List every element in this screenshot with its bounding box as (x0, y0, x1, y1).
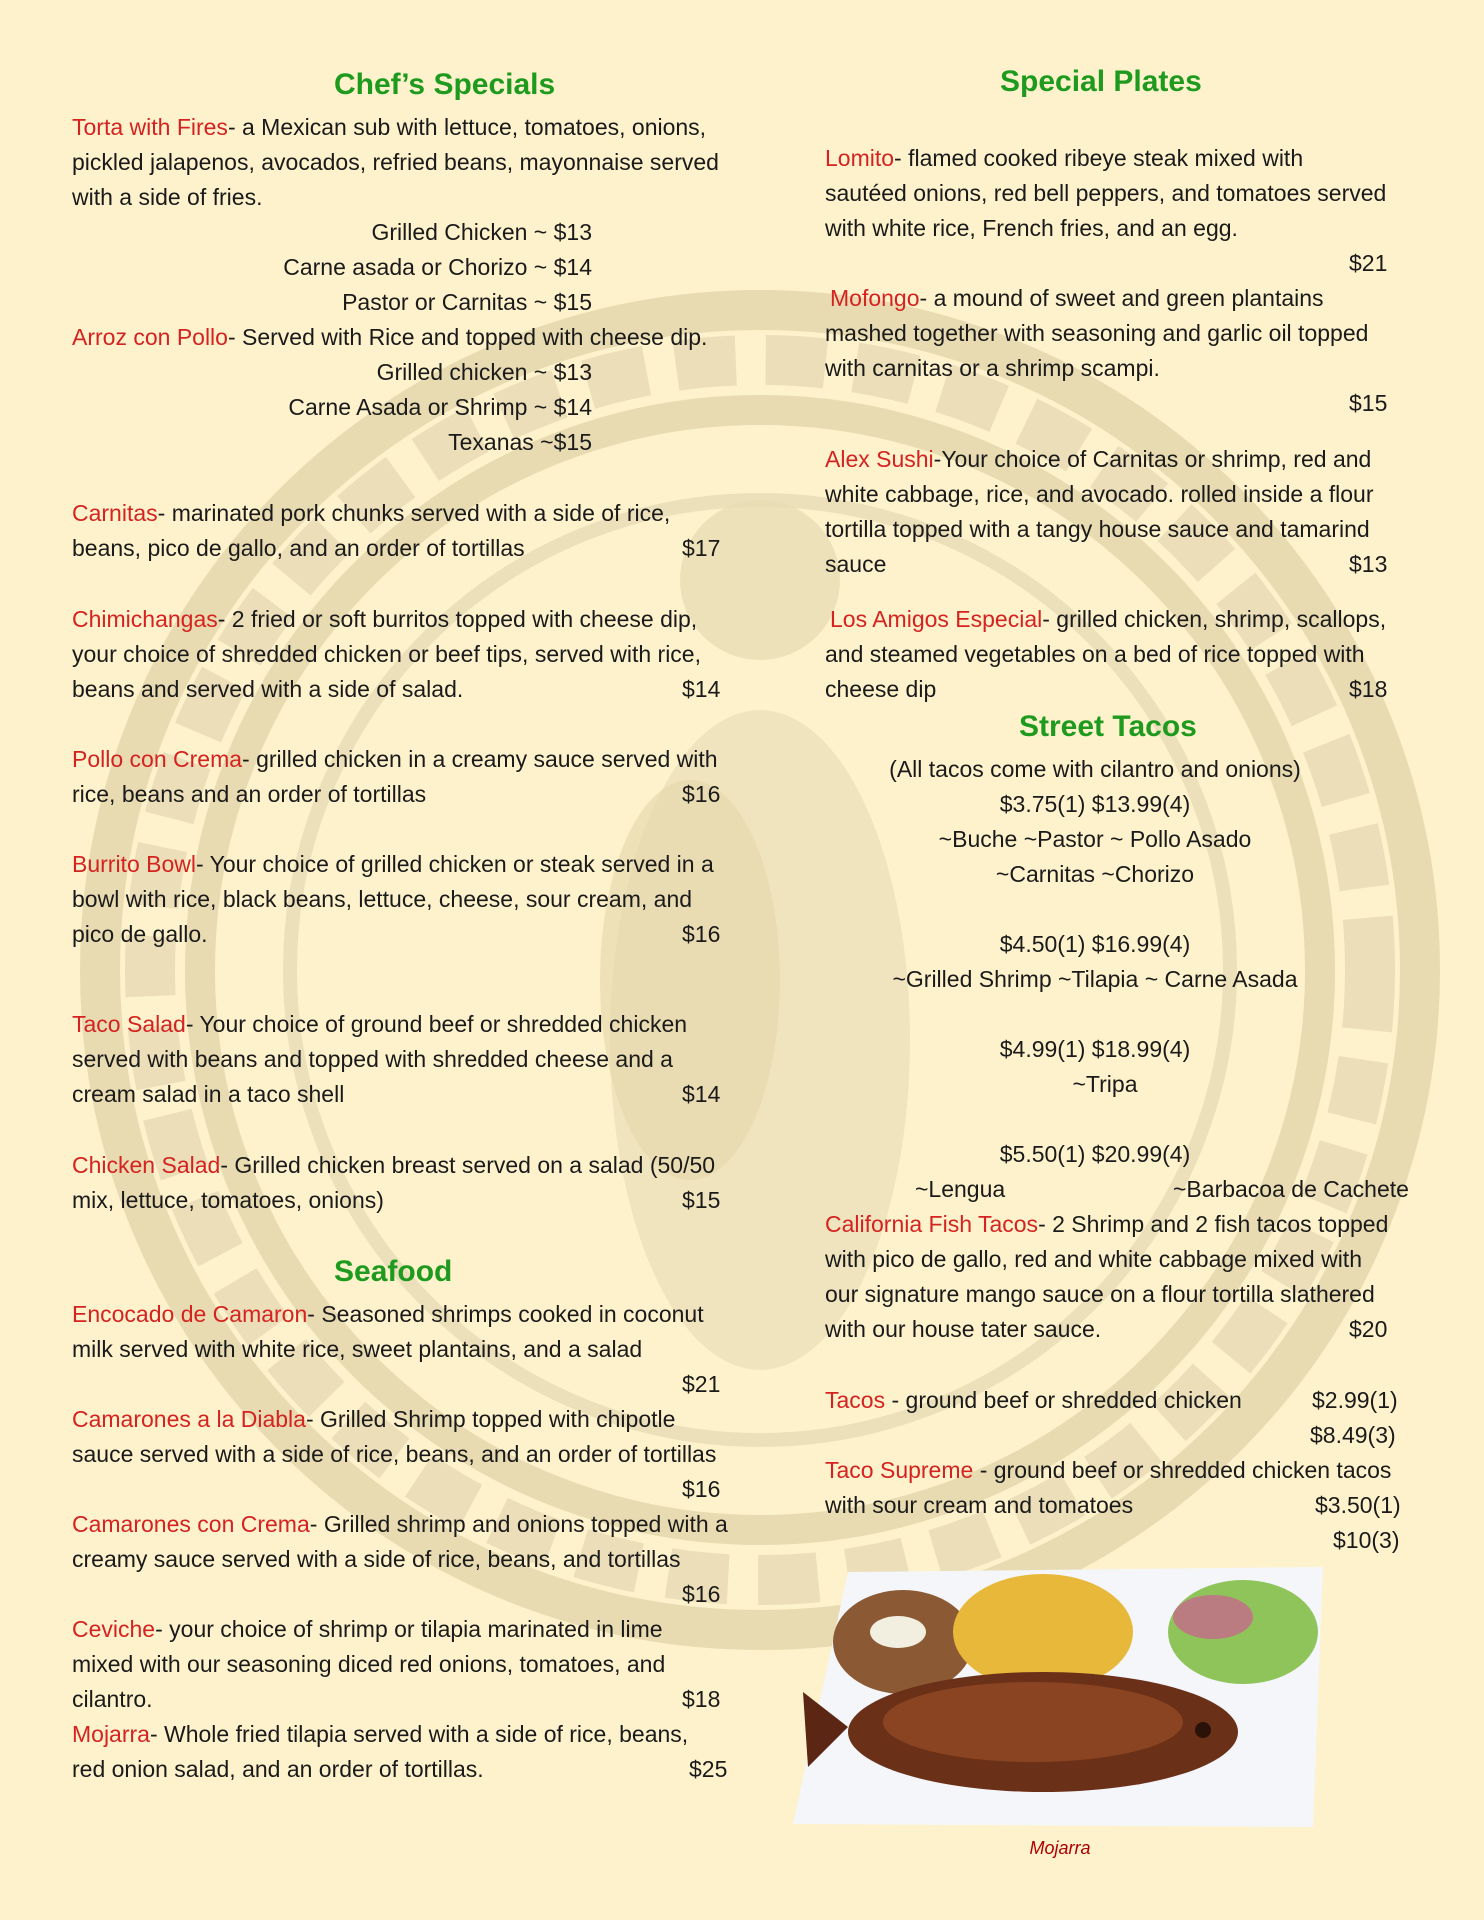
tacos-item (825, 1383, 1242, 1418)
item-desc: cream salad in a taco shell (72, 1081, 345, 1107)
price-tier: $4.99(1) $18.99(4) (999, 1036, 1191, 1062)
chefs-specials-heading: Chef’s Specials (334, 68, 556, 101)
item-name: Arroz con Pollo (72, 324, 228, 350)
item-desc: - ground beef or shredded chicken tacos (973, 1457, 1392, 1483)
item-name: Los Amigos Especial (830, 606, 1043, 632)
carnitas-item (72, 496, 670, 531)
price-option: Grilled chicken ~ $13 (376, 359, 592, 385)
item-desc: - Your choice of ground beef or shredded chicken (185, 1011, 688, 1037)
item-name: Burrito Bowl (72, 851, 196, 877)
item-desc: red onion salad, and an order of tortillas. (72, 1756, 484, 1782)
item-name: California Fish Tacos (825, 1211, 1039, 1237)
taco-option: ~Lengua (915, 1176, 1006, 1202)
diabla-item (72, 1402, 675, 1437)
item-price: $21 (1349, 250, 1388, 276)
item-price: $15 (1349, 390, 1388, 416)
item-price: $16 (682, 1476, 721, 1502)
item-desc: - 2 fried or soft burritos topped with cheese dip, (217, 606, 698, 632)
price-option: Grilled Chicken ~ $13 (371, 219, 592, 245)
item-price: $10(3) (1333, 1527, 1400, 1553)
item-name: Ceviche (72, 1616, 156, 1642)
item-desc: - a mound of sweet and green plantains (919, 285, 1324, 311)
item-desc: - Whole fried tilapia served with a side of rice, beans, (149, 1721, 689, 1747)
taco-options: ~Carnitas ~Chorizo (995, 861, 1195, 887)
item-desc: served with beans and topped with shredded cheese and a (72, 1046, 673, 1072)
item-price: $14 (682, 1081, 721, 1107)
chicken-salad-item (72, 1148, 715, 1183)
item-desc: - marinated pork chunks served with a side of rice, (157, 500, 671, 526)
price-option: Texanas ~$15 (448, 429, 592, 455)
item-name: Mofongo (830, 285, 920, 311)
item-desc: rice, beans and an order of tortillas (72, 781, 427, 807)
item-desc: beans and served with a side of salad. (72, 676, 464, 702)
item-name: Mojarra (72, 1721, 150, 1747)
item-desc: with a side of fries. (72, 184, 263, 210)
item-desc: - ground beef or shredded chicken (885, 1387, 1242, 1413)
item-price: $16 (682, 1581, 721, 1607)
item-name: Taco Supreme (825, 1457, 974, 1483)
item-desc: with pico de gallo, red and white cabbage mixed with (825, 1246, 1362, 1272)
seafood-heading: Seafood (334, 1255, 453, 1288)
item-desc: with white rice, French fries, and an egg. (825, 215, 1238, 241)
item-desc: mix, lettuce, tomatoes, onions) (72, 1187, 384, 1213)
item-desc: - 2 Shrimp and 2 fish tacos topped (1038, 1211, 1389, 1237)
item-desc: beans, pico de gallo, and an order of tortillas (72, 535, 525, 561)
item-name: Chicken Salad (72, 1152, 221, 1178)
item-desc: pico de gallo. (72, 921, 208, 947)
item-desc: and steamed vegetables on a bed of rice topped with (825, 641, 1365, 667)
lomito-item (825, 141, 1303, 176)
pollo-item (72, 742, 718, 777)
taco-options: ~Grilled Shrimp ~Tilapia ~ Carne Asada (892, 966, 1298, 992)
price-option: Pastor or Carnitas ~ $15 (342, 289, 592, 315)
item-desc: cilantro. (72, 1686, 153, 1712)
item-desc: - a Mexican sub with lettuce, tomatoes, onions, (227, 114, 707, 140)
item-name: Encocado de Camaron (72, 1301, 308, 1327)
price-option: Carne asada or Chorizo ~ $14 (283, 254, 592, 280)
item-desc: cheese dip (825, 676, 937, 702)
price-tier: $3.75(1) $13.99(4) (999, 791, 1191, 817)
item-desc: milk served with white rice, sweet plantains, and a salad (72, 1336, 643, 1362)
item-desc: mixed with our seasoning diced red onions, tomatoes, and (72, 1651, 666, 1677)
mojarra-dish-photo (793, 1562, 1328, 1830)
price-option: Carne Asada or Shrimp ~ $14 (288, 394, 592, 420)
taco-option: ~Barbacoa de Cachete (1173, 1176, 1409, 1202)
item-desc: sauce served with a side of rice, beans, and an order of tortillas (72, 1441, 717, 1467)
price-tier: $4.50(1) $16.99(4) (999, 931, 1191, 957)
item-desc: creamy sauce served with a side of rice, beans, and tortillas (72, 1546, 681, 1572)
item-desc: with our house tater sauce. (825, 1316, 1102, 1342)
item-desc: sautéed onions, red bell peppers, and tomatoes served (825, 180, 1387, 206)
item-price: $13 (1349, 551, 1388, 577)
item-desc: - Seasoned shrimps cooked in coconut (307, 1301, 704, 1327)
taco-options: ~Tripa (1072, 1071, 1138, 1097)
item-desc: - Grilled Shrimp topped with chipotle (305, 1406, 676, 1432)
taco-salad-item (72, 1007, 687, 1042)
mojarra-item (72, 1717, 688, 1752)
item-price: $14 (682, 676, 721, 702)
item-desc: with sour cream and tomatoes (825, 1492, 1134, 1518)
item-desc: sauce (825, 551, 887, 577)
item-desc: pickled jalapenos, avocados, refried beans, mayonnaise served (72, 149, 719, 175)
item-desc: bowl with rice, black beans, lettuce, cheese, sour cream, and (72, 886, 693, 912)
street-tacos-heading: Street Tacos (1019, 710, 1197, 743)
item-price: $16 (682, 781, 721, 807)
special-plates-heading: Special Plates (1000, 65, 1202, 98)
item-desc: white cabbage, rice, and avocado. rolled inside a flour (825, 481, 1374, 507)
item-desc: your choice of shredded chicken or beef tips, served with rice, (72, 641, 701, 667)
item-price: $15 (682, 1187, 721, 1213)
item-price: $25 (689, 1756, 728, 1782)
item-price: $18 (1349, 676, 1388, 702)
item-name: Chimichangas (72, 606, 218, 632)
item-desc: - flamed cooked ribeye steak mixed with (894, 145, 1304, 171)
item-price: $2.99(1) (1312, 1387, 1398, 1413)
item-name: Alex Sushi (825, 446, 934, 472)
photo-caption: Mojarra (1029, 1838, 1091, 1858)
item-name: Camarones a la Diabla (72, 1406, 306, 1432)
item-price: $16 (682, 921, 721, 947)
item-name: Torta with Fires (72, 114, 228, 140)
item-desc: -Your choice of Carnitas or shrimp, red and (933, 446, 1372, 472)
item-name: Camarones con Crema (72, 1511, 310, 1537)
item-name: Pollo con Crema (72, 746, 243, 772)
sushi-item (825, 442, 1371, 477)
price-tier: $5.50(1) $20.99(4) (999, 1141, 1191, 1167)
item-desc: tortilla topped with a tangy house sauce and tamarind (825, 516, 1370, 542)
chimi-item (72, 602, 697, 637)
torta-item (72, 110, 706, 145)
mofongo-item (830, 281, 1324, 316)
item-price: $3.50(1) (1315, 1492, 1401, 1518)
item-name: Tacos (825, 1387, 886, 1413)
item-desc: - your choice of shrimp or tilapia marinated in lime (155, 1616, 663, 1642)
item-desc: - Served with Rice and topped with cheese dip. (227, 324, 708, 350)
crema-item (72, 1507, 728, 1542)
item-desc: - Grilled shrimp and onions topped with a (309, 1511, 728, 1537)
item-price: $8.49(3) (1310, 1422, 1396, 1448)
arroz-item (72, 320, 707, 355)
item-name: Taco Salad (72, 1011, 186, 1037)
bowl-item (72, 847, 714, 882)
item-desc: - Your choice of grilled chicken or steak served in a (195, 851, 714, 877)
item-desc: - Grilled chicken breast served on a salad (50/50 (220, 1152, 716, 1178)
ceviche-item (72, 1612, 663, 1647)
street-tacos-note: (All tacos come with cilantro and onions) (889, 756, 1301, 782)
taco-options: ~Buche ~Pastor ~ Pollo Asado (938, 826, 1252, 852)
item-price: $18 (682, 1686, 721, 1712)
item-price: $21 (682, 1371, 721, 1397)
item-desc: mashed together with seasoning and garlic oil topped (825, 320, 1369, 346)
california-item (825, 1207, 1388, 1242)
supreme-item (825, 1453, 1391, 1488)
item-desc: our signature mango sauce on a flour tortilla slathered (825, 1281, 1375, 1307)
item-name: Lomito (825, 145, 895, 171)
encocado-item (72, 1297, 704, 1332)
item-desc: - grilled chicken, shrimp, scallops, (1042, 606, 1387, 632)
item-price: $17 (682, 535, 721, 561)
item-desc: with carnitas or a shrimp scampi. (825, 355, 1160, 381)
item-name: Carnitas (72, 500, 158, 526)
item-desc: - grilled chicken in a creamy sauce served with (242, 746, 718, 772)
item-price: $20 (1349, 1316, 1388, 1342)
amigos-item (830, 602, 1386, 637)
